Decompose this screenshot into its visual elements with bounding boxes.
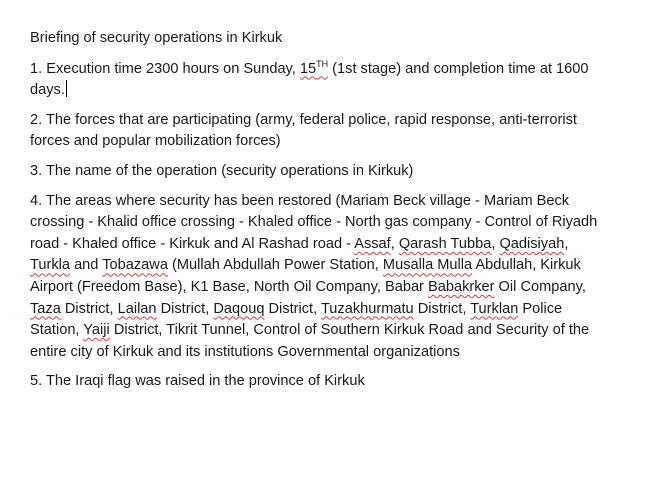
place-assaf: Assaf <box>354 235 391 252</box>
document-title: Briefing of security operations in Kirkuk <box>30 30 283 46</box>
place-tuzakhurmatu: Tuzakhurmatu <box>320 300 414 317</box>
place-babakrker: Babakrker <box>427 278 495 295</box>
item-4-text: (Mullah Abdullah Power Station, <box>167 257 383 274</box>
item-1-date <box>299 58 329 77</box>
item-4-sep: , <box>491 235 500 252</box>
place-daqouq: Daqouq <box>213 300 265 317</box>
item-4-sep: , <box>390 235 399 252</box>
item-4-text: Oil Company, <box>494 278 586 295</box>
item-1-text-start: 1. Execution time 2300 hours on Sunday, <box>30 60 300 77</box>
item-1-ordinal-suffix: TH <box>316 58 329 69</box>
item-4-text: District, <box>60 300 118 317</box>
place-turkla: Turkla <box>30 257 71 274</box>
place-qadisiyah: Qadisiyah <box>499 235 565 252</box>
item-4-sep: , <box>564 235 569 252</box>
place-qarash-tubba: Qarash Tubba <box>398 235 492 252</box>
item-1-text-end: (1st stage) and completion time at 1600 days. <box>30 60 589 99</box>
document-body[interactable] <box>30 28 610 401</box>
place-taza: Taza <box>30 300 61 317</box>
item-4-text: District, <box>264 300 321 317</box>
place-tobazawa: Tobazawa <box>102 257 168 274</box>
place-lailan: Lailan <box>117 300 157 317</box>
place-turklan: Turklan <box>470 300 519 317</box>
item-4-text: Abdullah, Kirkuk Airport (Freedom Base), K1 Base, North Oil Company, Babar <box>30 257 581 295</box>
item-4-areas <box>30 191 610 364</box>
item-4-text: District, Tikrit Tunnel, Control of Southern Kirkuk Road and Security of the entire city of Kirkuk and its institutions Governmental organizations <box>30 322 590 360</box>
item-4-text: 4. The areas where security has been restored (Mariam Beck village - Mariam Beck crossing - Khalid office crossing - Khaled office - North gas company - Control of Riyadh road - Khaled office - Kirkuk and Al Rashad road - <box>30 192 598 252</box>
item-2-forces: 2. The forces that are participating (army, federal police, rapid response, anti-terrorist forces and popular mobilization forces) <box>30 111 577 150</box>
item-4-text: District, <box>156 300 214 317</box>
item-1-day: 15 <box>299 60 317 77</box>
place-musalla-mulla: Musalla Mulla <box>382 257 473 274</box>
item-5-flag: 5. The Iraqi flag was raised in the province of Kirkuk <box>30 373 365 390</box>
item-4-and: and <box>70 257 103 274</box>
item-4-text: Police Station, <box>30 300 563 339</box>
item-1-execution-time <box>30 59 610 102</box>
item-4-text: District, <box>413 300 471 317</box>
item-3-operation-name: 3. The name of the operation (security operations in Kirkuk) <box>30 162 414 179</box>
text-cursor <box>66 80 67 97</box>
place-yaiji: Yaiji <box>83 322 110 339</box>
